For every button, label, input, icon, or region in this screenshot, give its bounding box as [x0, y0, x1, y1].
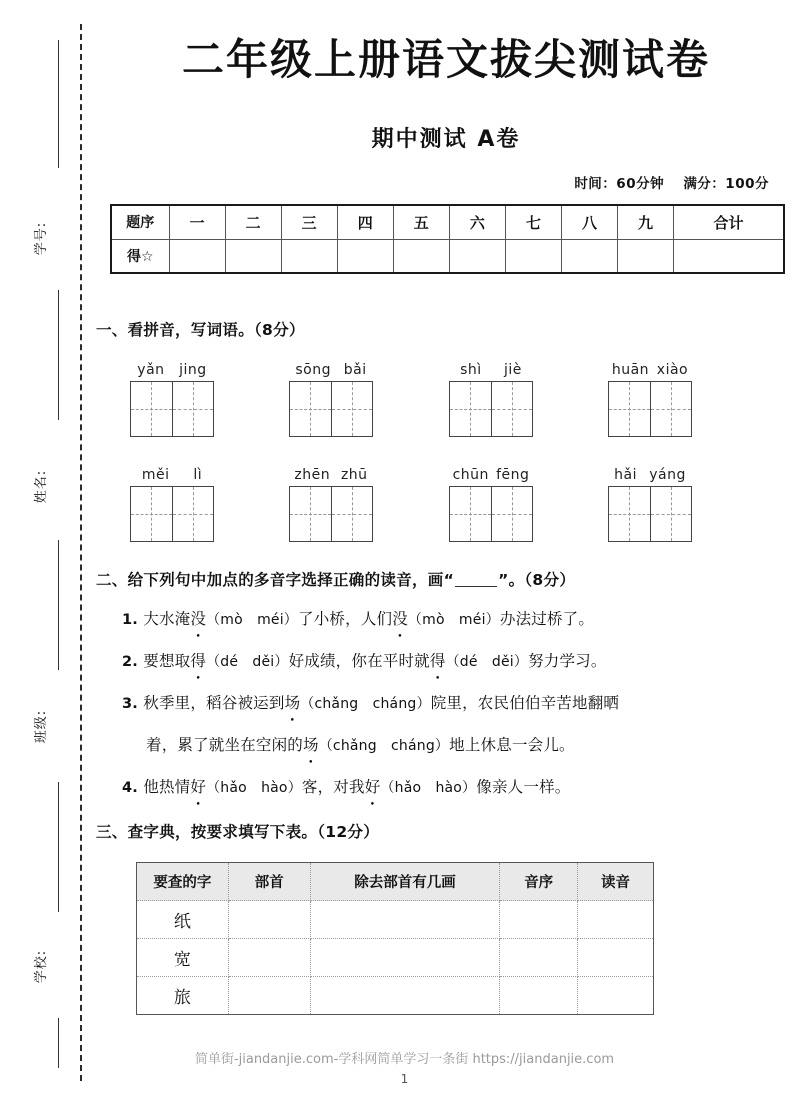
cell-initial[interactable]: [500, 939, 578, 977]
cell-strokes[interactable]: [310, 977, 500, 1015]
cell-character: 纸: [137, 901, 229, 939]
pinyin-syllable: huān: [611, 362, 650, 378]
student-info-sidebar: [0, 0, 80, 1105]
pinyin-syllable: chūn: [452, 467, 489, 483]
emphasis-dotted-character: 场: [303, 736, 319, 754]
pinyin-group: [289, 362, 373, 437]
question-item: [122, 692, 794, 716]
emphasis-dotted-character: 场: [284, 694, 301, 712]
grid-cell[interactable]: [491, 487, 533, 541]
cell-radical[interactable]: [228, 939, 310, 977]
pinyin-group: [130, 467, 214, 542]
section-two-heading-pre: 二、给下列句中加点的多音字选择正确的读音，画“: [96, 571, 455, 589]
pinyin-label: [289, 467, 373, 483]
sentence-text: 院里，农民伯伯辛苦地翻晒: [430, 694, 620, 712]
cell-strokes[interactable]: [310, 939, 500, 977]
exam-meta: [560, 172, 769, 192]
score-cell[interactable]: [281, 239, 337, 273]
grid-cell[interactable]: [650, 382, 692, 436]
pinyin-syllable: měi: [141, 467, 170, 483]
pinyin-choice-options[interactable]: （chǎng cháng）: [318, 738, 450, 754]
sentence-text: 像亲人一样。: [476, 778, 571, 796]
pinyin-syllable: zhēn: [294, 467, 331, 483]
section-one-heading: 一、看拼音，写词语。（8分）: [96, 321, 305, 339]
score-col-header-total: 合计: [674, 205, 784, 239]
grid-cell[interactable]: [172, 487, 214, 541]
cell-reading[interactable]: [578, 977, 654, 1015]
question-item: [122, 776, 794, 800]
sidebar-field-label: 班级:: [34, 709, 50, 743]
score-col-header: 一: [169, 205, 225, 239]
cell-character: 宽: [137, 939, 229, 977]
sidebar-field-student-id[interactable]: [0, 212, 80, 264]
table-row: [137, 901, 654, 939]
writing-grid[interactable]: [449, 381, 533, 437]
emphasis-dotted-character: 得: [429, 652, 446, 670]
score-cell[interactable]: [225, 239, 281, 273]
pinyin-label: [608, 467, 692, 483]
score-col-header: 三: [281, 205, 337, 239]
row-header-score: 得☆: [111, 239, 169, 273]
writing-grid[interactable]: [449, 486, 533, 542]
cell-reading[interactable]: [578, 901, 654, 939]
grid-cell[interactable]: [450, 382, 491, 436]
sidebar-rule-2: [58, 290, 59, 420]
underline-blank: [455, 586, 497, 587]
sentence-text: 好成绩，你在平时就: [288, 652, 430, 670]
question-number: 2.: [122, 654, 144, 670]
score-cell[interactable]: [505, 239, 561, 273]
sentence-text: 秋季里，稻谷被运到: [143, 694, 285, 712]
pinyin-syllable: jing: [179, 362, 207, 378]
page-number: 1: [400, 1072, 409, 1086]
col-header-character: 要查的字: [137, 863, 229, 901]
dictionary-lookup-table: [136, 862, 654, 1015]
row-header-question: 题序: [111, 205, 169, 239]
score-cell-total[interactable]: [674, 239, 784, 273]
sidebar-rule-1: [58, 40, 59, 168]
pinyin-choice-options[interactable]: （hǎo hào）: [206, 780, 302, 796]
pinyin-group: [449, 467, 533, 542]
pinyin-choice-options[interactable]: （hǎo hào）: [380, 780, 477, 796]
sidebar-field-school[interactable]: [0, 940, 80, 992]
total-score-label: 满分：100分: [683, 176, 769, 192]
footer-watermark: 简单街-jiandanjie.com-学科网简单学习一条街 https://jiandanjie.com: [194, 1052, 615, 1067]
emphasis-dotted-character: 得: [190, 652, 207, 670]
page-subtitle: 期中测试 A卷: [371, 127, 521, 152]
grid-cell[interactable]: [331, 382, 373, 436]
pinyin-group: [130, 362, 214, 437]
cell-initial[interactable]: [500, 977, 578, 1015]
emphasis-dotted-character: 没: [392, 610, 408, 628]
table-row: [137, 939, 654, 977]
sidebar-rule-4: [58, 782, 59, 912]
score-cell[interactable]: [337, 239, 393, 273]
col-header-radical: 部首: [228, 863, 310, 901]
sidebar-field-label: 学校:: [34, 949, 50, 983]
pinyin-syllable: bǎi: [343, 362, 367, 378]
sentence-text: 了小桥，人们: [298, 610, 393, 628]
grid-cell[interactable]: [290, 487, 331, 541]
pinyin-syllable: jiè: [503, 362, 522, 378]
sidebar-rule-3: [58, 540, 59, 670]
question-number: 1.: [122, 612, 144, 628]
sidebar-field-name[interactable]: [0, 460, 80, 512]
sentence-text: 客，对我: [301, 778, 365, 796]
section-two-heading-post: ”。（8分）: [498, 571, 576, 589]
score-summary-table: [110, 204, 785, 274]
pinyin-group: [608, 467, 692, 542]
grid-cell[interactable]: [491, 382, 533, 436]
sentence-text: 办法过桥了。: [499, 610, 595, 628]
question-item-continued: [146, 734, 809, 757]
score-col-header: 九: [618, 205, 674, 239]
grid-cell[interactable]: [131, 382, 172, 436]
pinyin-group: [289, 467, 373, 542]
grid-cell[interactable]: [650, 487, 692, 541]
sentence-text: 大水淹: [143, 610, 191, 628]
grid-cell[interactable]: [331, 487, 373, 541]
pinyin-label: [130, 467, 214, 483]
section-three-heading: 三、查字典，按要求填写下表。（12分）: [96, 823, 380, 841]
cell-radical[interactable]: [228, 901, 310, 939]
col-header-initial: 音序: [500, 863, 578, 901]
binding-dashed-line: [80, 24, 82, 1081]
col-header-strokes: 除去部首有几画: [310, 863, 500, 901]
grid-cell[interactable]: [290, 382, 331, 436]
cell-reading[interactable]: [578, 939, 654, 977]
table-header-row: [137, 863, 654, 901]
sentence-text: 要想取: [143, 652, 191, 670]
writing-grid[interactable]: [130, 381, 214, 437]
grid-cell[interactable]: [172, 382, 214, 436]
score-col-header: 七: [505, 205, 561, 239]
pinyin-syllable: fēng: [496, 467, 530, 483]
page-title: 二年级上册语文拔尖测试卷: [181, 35, 710, 84]
sidebar-field-label: 姓名:: [34, 469, 50, 503]
score-col-header: 二: [225, 205, 281, 239]
grid-cell[interactable]: [131, 487, 172, 541]
sentence-text: 努力学习。: [528, 652, 607, 670]
pinyin-syllable: xiào: [656, 362, 689, 378]
pinyin-choice-options[interactable]: （mò méi）: [206, 612, 299, 628]
sentence-text: 着，累了就坐在空闲的: [146, 736, 304, 754]
score-col-header: 五: [393, 205, 449, 239]
pinyin-label: [130, 362, 214, 378]
writing-grid[interactable]: [608, 486, 692, 542]
table-row-question-numbers: [111, 205, 784, 239]
pinyin-group: [449, 362, 533, 437]
col-header-reading: 读音: [578, 863, 654, 901]
writing-grid[interactable]: [130, 486, 214, 542]
pinyin-group: [608, 362, 692, 437]
grid-cell[interactable]: [450, 487, 491, 541]
pinyin-label: [608, 362, 692, 378]
score-cell[interactable]: [618, 239, 674, 273]
writing-grid[interactable]: [289, 486, 373, 542]
pinyin-syllable: yǎn: [137, 362, 165, 378]
sentence-text: 他热情: [143, 778, 191, 796]
table-row: [137, 977, 654, 1015]
pinyin-syllable: lì: [193, 467, 203, 483]
writing-grid[interactable]: [608, 381, 692, 437]
cell-radical[interactable]: [228, 977, 310, 1015]
pinyin-choice-options[interactable]: （dé děi）: [206, 654, 289, 670]
score-cell[interactable]: [169, 239, 225, 273]
pinyin-syllable: hǎi: [614, 467, 637, 483]
score-col-header: 六: [449, 205, 505, 239]
pinyin-choice-options[interactable]: （chǎng cháng）: [300, 696, 431, 712]
pinyin-label: [449, 362, 533, 378]
score-col-header: 八: [561, 205, 617, 239]
score-cell[interactable]: [449, 239, 505, 273]
question-number: 4.: [122, 780, 144, 796]
question-number: 3.: [122, 696, 144, 712]
question-item: [122, 650, 794, 674]
writing-grid[interactable]: [289, 381, 373, 437]
score-cell[interactable]: [561, 239, 617, 273]
pinyin-syllable: sōng: [295, 362, 331, 378]
pinyin-choice-options[interactable]: （dé děi）: [445, 654, 529, 670]
cell-initial[interactable]: [500, 901, 578, 939]
table-row-scores: [111, 239, 784, 273]
cell-character: 旅: [137, 977, 229, 1015]
cell-strokes[interactable]: [310, 901, 500, 939]
emphasis-dotted-character: 好: [364, 778, 381, 796]
time-limit-label: 时间：60分钟: [574, 176, 665, 192]
grid-cell[interactable]: [609, 382, 650, 436]
sidebar-field-label: 学号:: [34, 221, 50, 255]
pinyin-choice-options[interactable]: （mò méi）: [407, 612, 500, 628]
pinyin-syllable: zhū: [340, 467, 368, 483]
emphasis-dotted-character: 好: [190, 778, 207, 796]
pinyin-label: [449, 467, 533, 483]
pinyin-syllable: shì: [460, 362, 482, 378]
section-two-heading: [96, 568, 796, 590]
score-col-header: 四: [337, 205, 393, 239]
pinyin-syllable: yáng: [649, 467, 686, 483]
pinyin-label: [289, 362, 373, 378]
question-item: [122, 608, 794, 632]
score-cell[interactable]: [393, 239, 449, 273]
grid-cell[interactable]: [609, 487, 650, 541]
sidebar-field-class[interactable]: [0, 700, 80, 752]
sentence-text: 地上休息一会儿。: [449, 736, 575, 754]
emphasis-dotted-character: 没: [190, 610, 207, 628]
